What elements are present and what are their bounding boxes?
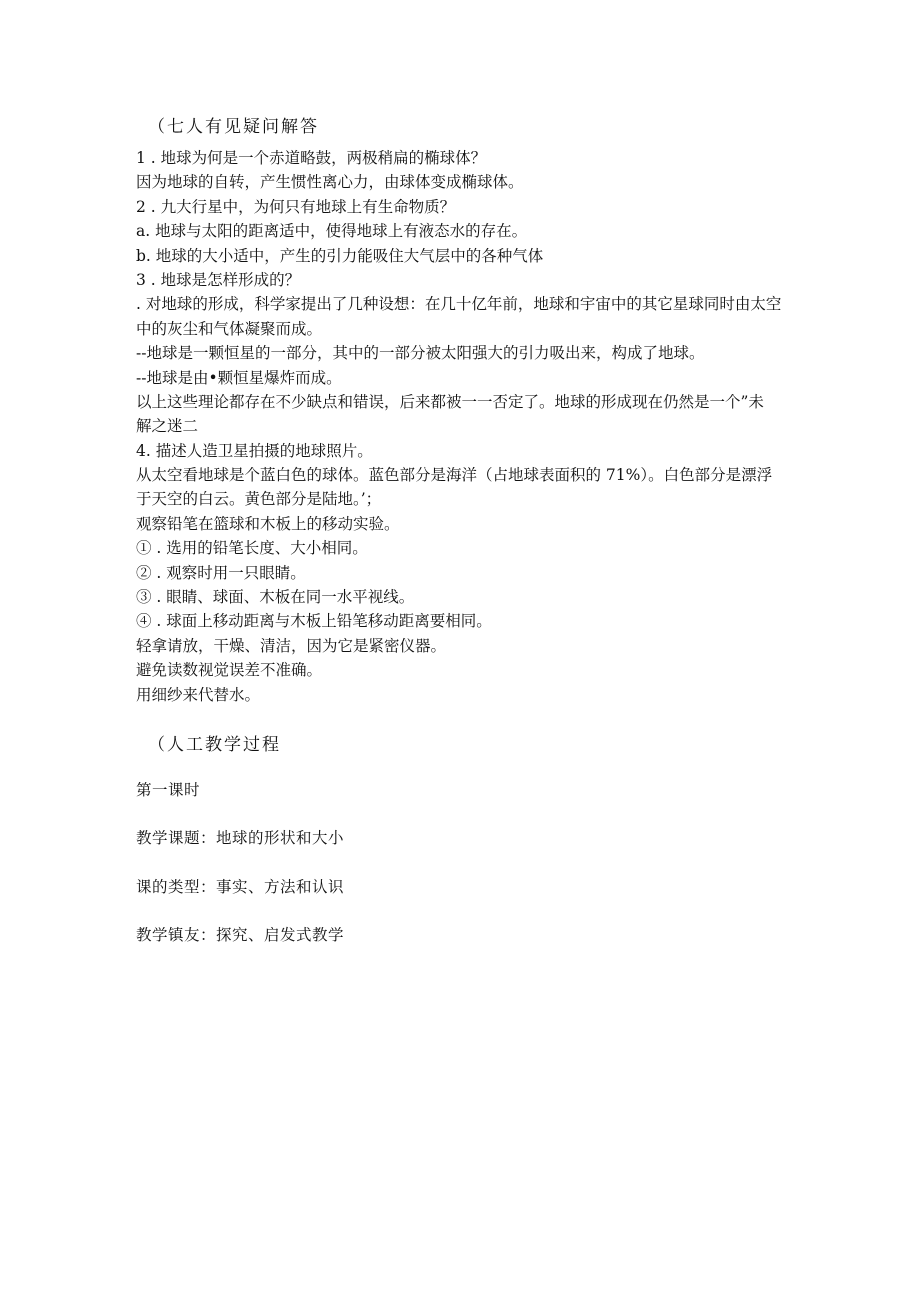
text-line: 于天空的白云。黄色部分是陆地。’； xyxy=(136,490,382,509)
faq-body xyxy=(136,146,836,707)
text-line: 1 . 地球为何是一个赤道略鼓，两极稍扁的椭球体？ xyxy=(136,149,487,167)
text-line: a. 地球与太阳的距离适中，使得地球上有液态水的存在。 xyxy=(136,222,528,241)
text-line: ① . 选用的铅笔长度、大小相同。 xyxy=(136,539,368,558)
text-line: 轻拿请放，干燥、清洁，因为它是紧密仪器。 xyxy=(136,636,447,655)
text-line: --地球是由•颗恒星爆炸而成。 xyxy=(136,368,342,387)
text-line: 解之迷二 xyxy=(136,417,199,436)
lesson-number: 第一课时 xyxy=(136,781,201,799)
text-line: 观察铅笔在篮球和木板上的移动实验。 xyxy=(136,514,400,533)
text-line: 2 . 九大行星中，为何只有地球上有生命物质？ xyxy=(136,197,456,216)
text-line: ② . 观察时用一只眼睛。 xyxy=(136,563,306,582)
lesson-method: 教学镇友：探究、启发式教学 xyxy=(136,926,345,944)
text-line: ③ . 眼睛、球面、木板在同一水平视线。 xyxy=(136,588,415,607)
text-line: 以上这些理论都存在不少缺点和错误，后来都被一一否定了。地球的形成现在仍然是一个”未 xyxy=(136,392,764,411)
text-line: b. 地球的大小适中，产生的引力能吸住大气层中的各种气体 xyxy=(136,246,544,265)
text-line: 从太空看地球是个蓝白色的球体。蓝色部分是海洋（占地球表面积的 71%）。白色部分是漂浮 xyxy=(136,466,773,485)
text-line: 中的灰尘和气体凝聚而成。 xyxy=(136,319,323,338)
text-line: . 对地球的形成，科学家提出了几种设想：在几十亿年前，地球和宇宙中的其它星球同时由太空 xyxy=(136,295,782,314)
lesson-type: 课的类型：事实、方法和认识 xyxy=(136,878,345,896)
section-heading-teaching-process: （人工教学过程 xyxy=(148,735,281,755)
text-line: ④ . 球面上移动距离与木板上铅笔移动距离要相同。 xyxy=(136,612,492,631)
text-line: 用细纱来代替水。 xyxy=(136,685,261,704)
text-line: 因为地球的自转，产生惯性离心力，由球体变成椭球体。 xyxy=(136,173,524,192)
lesson-topic: 教学课题：地球的形状和大小 xyxy=(136,829,345,847)
text-line: --地球是一颗恒星的一部分，其中的一部分被太阳强大的引力吸出来，构成了地球。 xyxy=(136,344,705,363)
section-heading-faq: （七人有见疑问解答 xyxy=(148,117,319,137)
text-line: 4. 描述人造卫星拍摄的地球照片。 xyxy=(136,441,373,460)
text-line: 3 . 地球是怎样形成的？ xyxy=(136,270,301,289)
text-line: 避免读数视觉误差不准确。 xyxy=(136,661,323,680)
